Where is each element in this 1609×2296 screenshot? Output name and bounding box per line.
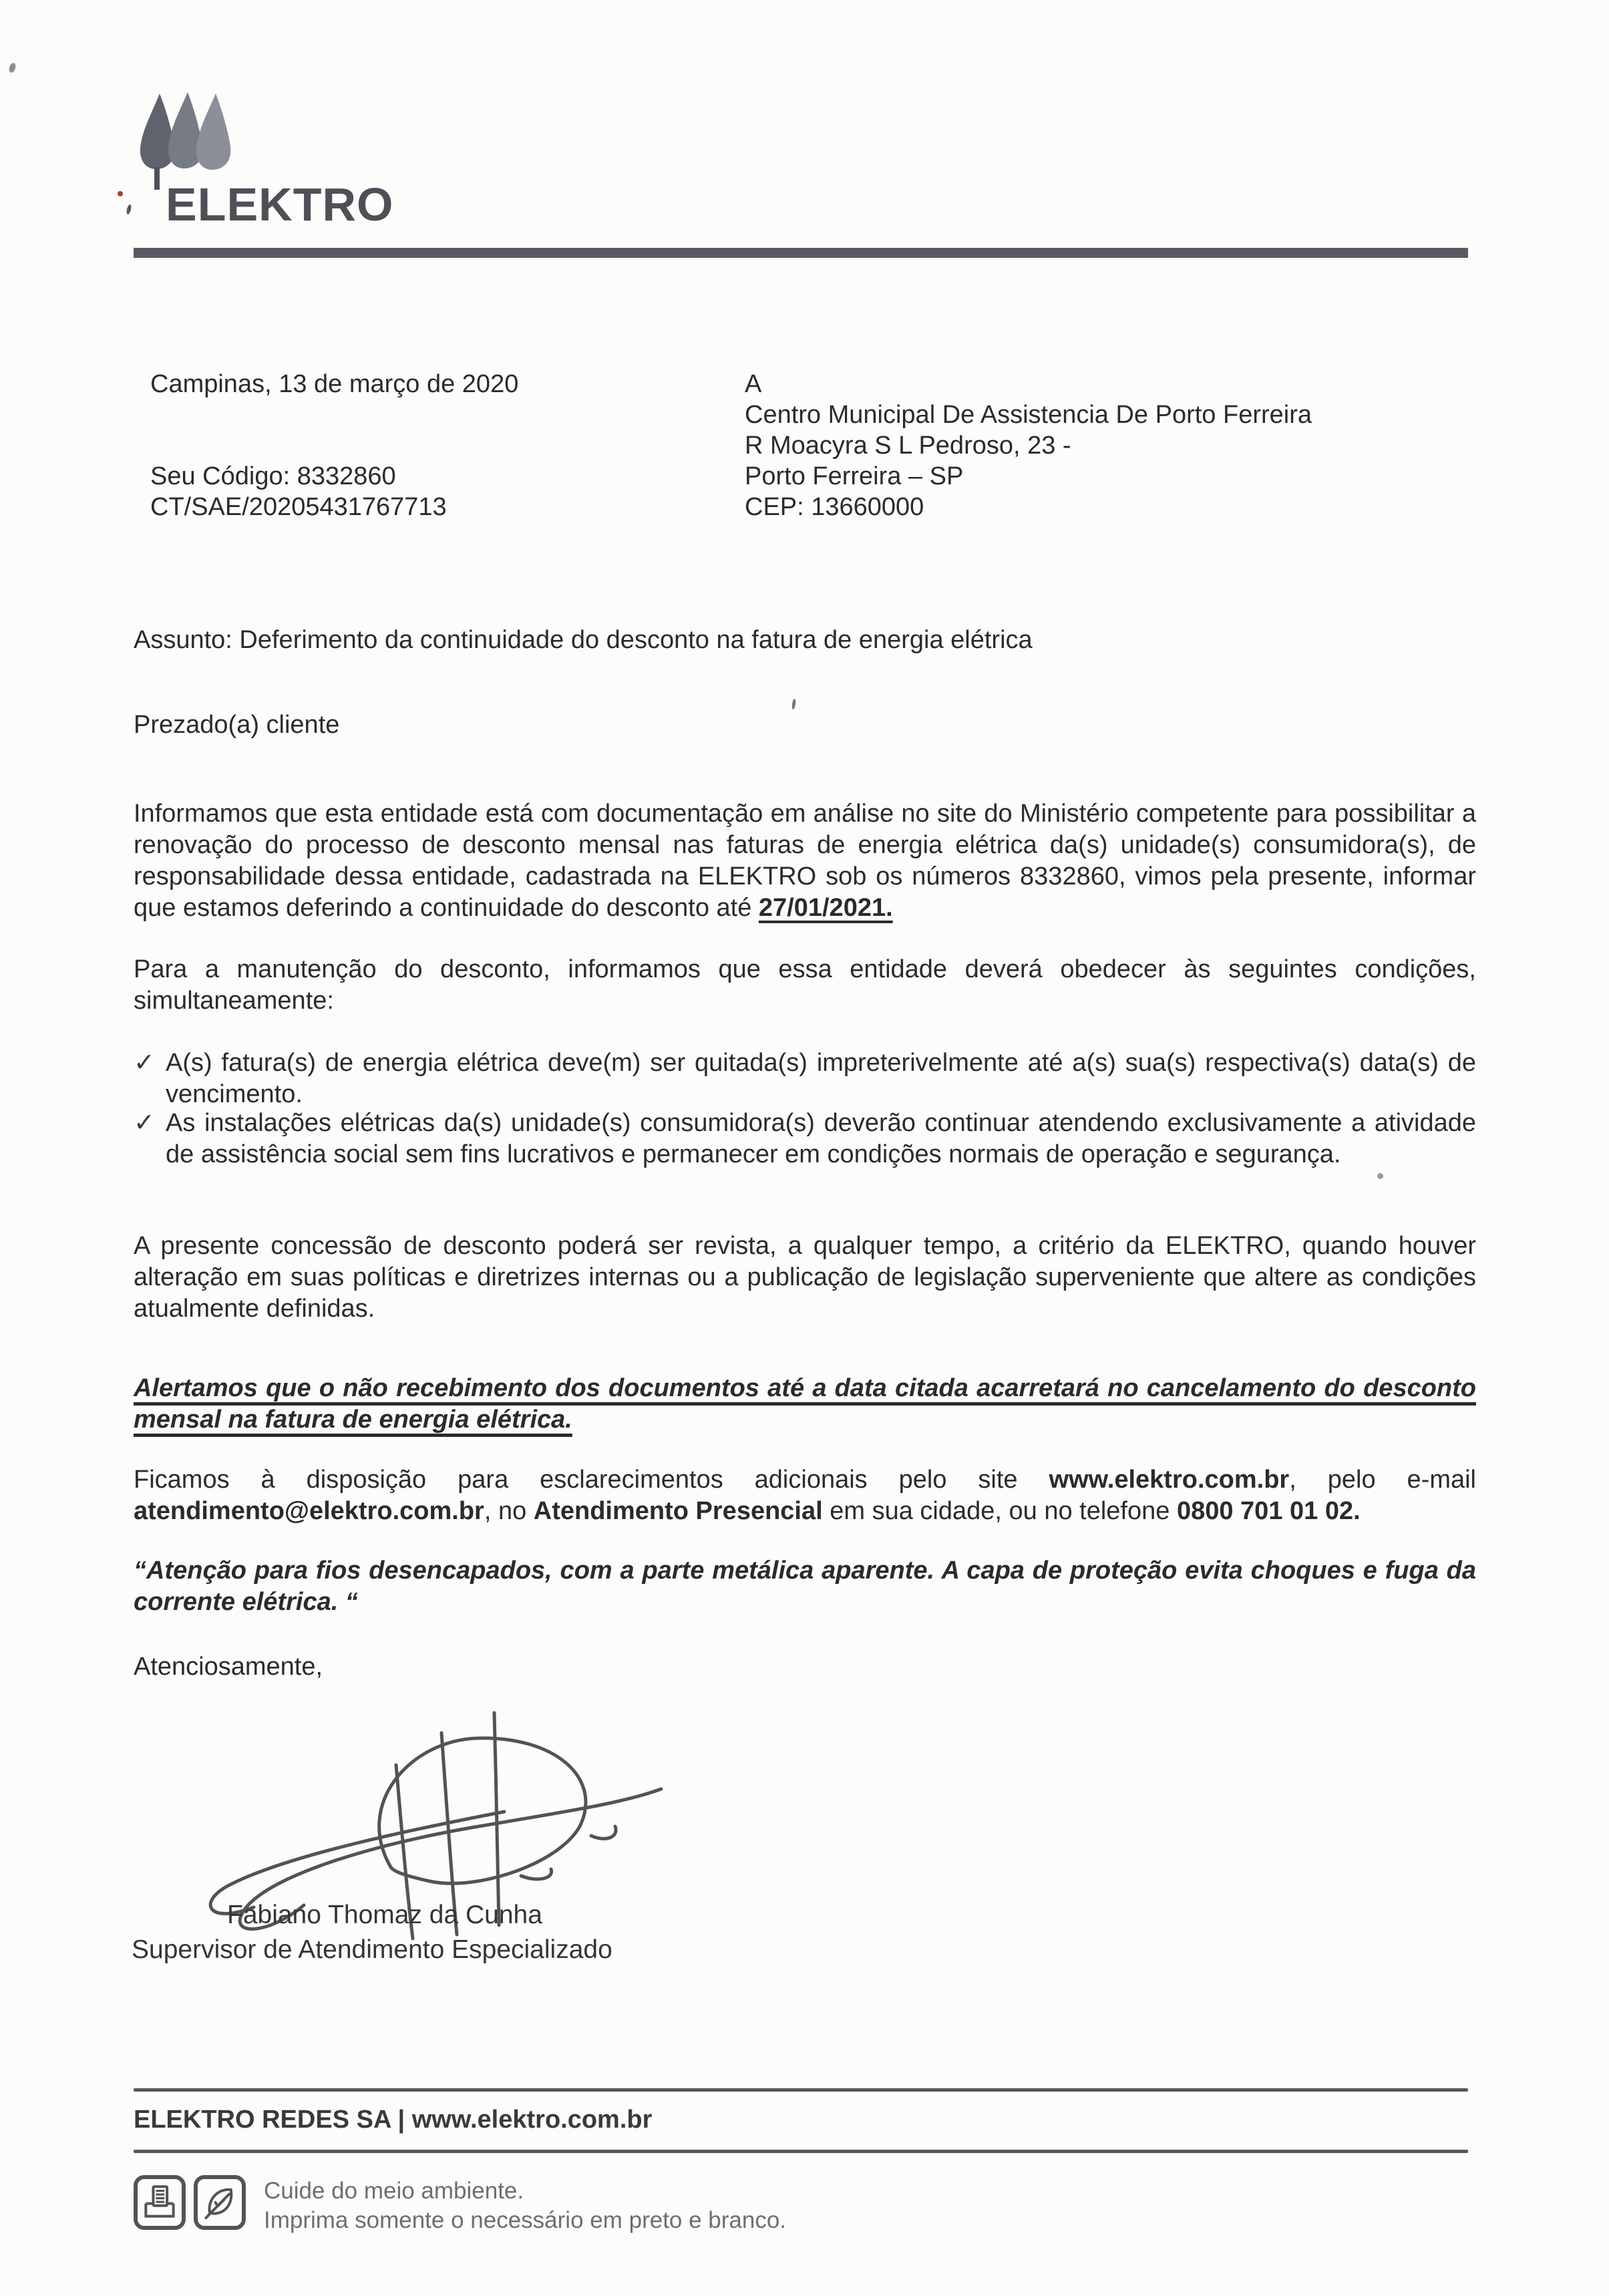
customer-code: Seu Código: 8332860 — [150, 462, 396, 490]
recipient-street: R Moacyra S L Pedroso, 23 - — [745, 432, 1071, 460]
letter-date: Campinas, 13 de março de 2020 — [150, 370, 519, 398]
alert-text: Alertamos que o não recebimento dos documentos até a data citada acarretará no cancelamento do desconto mensal na fatura de energia elétrica. — [134, 1374, 1476, 1434]
scan-artifact — [126, 204, 132, 214]
footer-divider-top — [134, 2088, 1468, 2092]
list-item — [134, 1047, 1476, 1110]
paragraph-deferment-text: Informamos que esta entidade está com documentação em análise no site do Ministério competente para possibilitar a renovação do processo de desconto mensal nas faturas de energia elétrica da(s) unidade(s) consumidora(s), de responsabilidade dessa entidade, cadastrada na ELEKTRO sob os números 8332860, vimos pela presente, informar que estamos deferindo a continuidade do desconto até — [134, 800, 1476, 922]
signer-name: Fabiano Thomaz da Cunha — [227, 1901, 542, 1929]
condition-payment: A(s) fatura(s) de energia elétrica deve(m) ser quitada(s) impreterivelmente até a(s) sua(s) respectiva(s) data(s) de vencimento. — [166, 1049, 1476, 1108]
elektro-wordmark: ELEKTRO — [166, 178, 394, 230]
header-divider-bar — [134, 248, 1468, 258]
safety-quote — [134, 1555, 1476, 1618]
recipient-city: Porto Ferreira – SP — [745, 462, 964, 490]
closing-salutation: Atenciosamente, — [134, 1653, 323, 1681]
recipient-salutation: A — [745, 370, 762, 398]
greeting: Prezado(a) cliente — [134, 711, 340, 739]
contact-text: Ficamos à disposição para esclarecimentos adicionais pelo site — [134, 1466, 1049, 1494]
website-link-text: www.elektro.com.br — [1049, 1466, 1290, 1494]
scan-artifact — [1377, 1173, 1383, 1179]
elektro-leaves-icon — [137, 91, 247, 191]
printer-icon — [134, 2175, 186, 2230]
footer-divider-bottom — [134, 2150, 1468, 2153]
eco-message-line1: Cuide do meio ambiente. — [264, 2178, 524, 2204]
safety-quote-text: “Atenção para fios desencapados, com a parte metálica aparente. A capa de proteção evita choques e fuga da corrente elétrica. “ — [134, 1556, 1476, 1616]
paragraph-deferment — [134, 798, 1476, 924]
paragraph-conditions-intro: Para a manutenção do desconto, informamos que essa entidade deverá obedecer às seguintes condições, simultaneamente: — [134, 955, 1476, 1015]
scan-artifact — [118, 191, 123, 196]
footer-company-line: ELEKTRO REDES SA | www.elektro.com.br — [134, 2106, 653, 2134]
paragraph-contact-channels — [134, 1464, 1476, 1527]
paragraph-revision-clause: A presente concessão de desconto poderá ser revista, a qualquer tempo, a critério da ELEKTRO, quando houver alteração em suas políticas e diretrizes internas ou a publicação de legislação superveniente que altere as condições atualmente definidas. — [134, 1232, 1476, 1323]
scan-artifact — [791, 699, 796, 710]
signer-role: Supervisor de Atendimento Especializado — [132, 1935, 612, 1964]
contact-text: . — [1353, 1497, 1361, 1525]
in-person-service-label: Atendimento Presencial — [533, 1497, 823, 1525]
scan-artifact — [8, 62, 17, 73]
recipient-cep: CEP: 13660000 — [745, 493, 924, 521]
eco-message-line2: Imprima somente o necessário em preto e branco. — [264, 2207, 787, 2233]
eco-message — [264, 2176, 786, 2235]
conditions-list — [134, 1047, 1476, 1170]
subject-line: Assunto: Deferimento da continuidade do desconto na fatura de energia elétrica — [134, 626, 1033, 654]
checkmark-icon: ✓ — [134, 1109, 155, 1137]
deferment-deadline-date: 27/01/2021. — [758, 894, 893, 922]
contact-text: em sua cidade, ou no telefone — [822, 1497, 1177, 1525]
contact-text: , no — [484, 1497, 534, 1525]
email-link-text: atendimento@elektro.com.br — [134, 1497, 484, 1525]
phone-number: 0800 701 01 02 — [1176, 1497, 1354, 1525]
recipient-address-block — [745, 369, 1479, 522]
list-item — [134, 1108, 1476, 1170]
eco-leaf-icon — [194, 2175, 246, 2230]
customer-code-block — [150, 461, 447, 522]
ct-sae-number: CT/SAE/20205431767713 — [150, 493, 447, 521]
contact-text: , pelo e-mail — [1289, 1466, 1476, 1494]
condition-installations: As instalações elétricas da(s) unidade(s) consumidora(s) deverão continuar atendendo exclusivamente a atividade de assistência social sem fins lucrativos e permanecer em condições normais de operação e segurança. — [166, 1109, 1476, 1168]
checkmark-icon: ✓ — [134, 1049, 155, 1077]
alert-cancellation-warning — [134, 1373, 1476, 1436]
recipient-name: Centro Municipal De Assistencia De Porto Ferreira — [745, 401, 1312, 429]
